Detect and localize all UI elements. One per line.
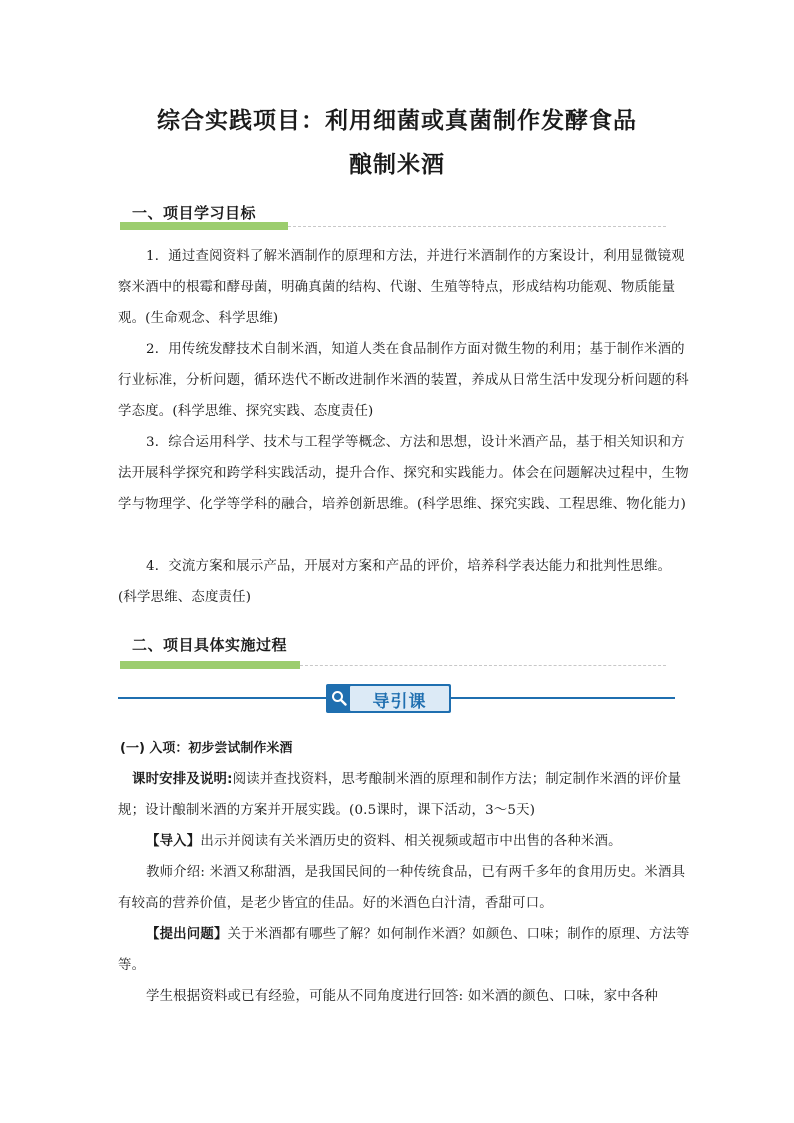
search-icon: [331, 690, 347, 706]
banner-line-left: [118, 697, 326, 699]
banner-line-right: [451, 697, 675, 699]
intro-paragraph: 【导入】出示并阅读有关米酒历史的资料、相关视频或超市中出售的各种米酒。: [146, 834, 622, 849]
teacher-paragraph: 教师介绍: 米酒又称甜酒，是我国民间的一种传统食品，已有两千多年的食用历史。米酒具有较高的营养价值，是老少皆宜的佳品。好的米酒色白汁清，香甜可口。: [118, 865, 686, 911]
goal-1: 1．通过查阅资料了解米酒制作的原理和方法，并进行米酒制作的方案设计，利用显微镜观察米酒中的根霉和酵母菌，明确真菌的结构、代谢、生殖等特点，形成结构功能观、物质能量观。(生命观念、科学思维): [118, 249, 685, 326]
student-paragraph: 学生根据资料或已有经验，可能从不同角度进行回答: 如米酒的颜色、口味，家中各种: [146, 989, 659, 1004]
question-tag: 【提出问题】: [146, 927, 228, 942]
question-paragraph: 【提出问题】关于米酒都有哪些了解？如何制作米酒？如颜色、口味；制作的原理、方法等等。: [118, 927, 690, 973]
doc-title: 综合实践项目：利用细菌或真菌制作发酵食品: [157, 108, 637, 134]
goal-3: 3．综合运用科学、技术与工程学等概念、方法和思想，设计米酒产品，基于相关知识和方法开展科学探究和跨学科实践活动，提升合作、探究和实践能力。体会在问题解决过程中，生物学与物理学、化学等学科的融合，培养创新思维。(科学思维、探究实践、工程思维、物化能力): [118, 435, 689, 512]
lesson-banner: [326, 684, 451, 713]
banner-label: 导引课: [372, 692, 427, 712]
doc-subtitle: 酿制米酒: [349, 152, 445, 178]
banner-label-box: [350, 686, 449, 711]
section-heading-process: 二、项目具体实施过程: [132, 636, 288, 654]
goal-4: 4．交流方案和展示产品，开展对方案和产品的评价，培养科学表达能力和批判性思维。(科学思维、态度责任): [118, 559, 672, 605]
intro-tag: 【导入】: [146, 834, 201, 849]
section-heading-bar: [120, 661, 300, 669]
section-heading-divider: [300, 665, 666, 666]
section-heading-goals: 一、项目学习目标: [132, 204, 257, 222]
schedule-label: 课时安排及说明:: [132, 772, 233, 787]
subheading-entry: (一) 入项：初步尝试制作米酒: [120, 741, 293, 756]
goal-2: 2．用传统发酵技术自制米酒，知道人类在食品制作方面对微生物的利用；基于制作米酒的行业标准，分析问题，循环迭代不断改进制作米酒的装置，养成从日常生活中发现分析问题的科学态度。(科学思维、探究实践、态度责任): [118, 342, 689, 419]
section-heading-bar: [120, 222, 288, 230]
schedule-paragraph: 课时安排及说明:阅读并查找资料，思考酿制米酒的原理和制作方法；制定制作米酒的评价量规；设计酿制米酒的方案并开展实践。(0.5课时，课下活动，3～5天): [118, 772, 682, 818]
section-heading-divider: [288, 226, 666, 227]
